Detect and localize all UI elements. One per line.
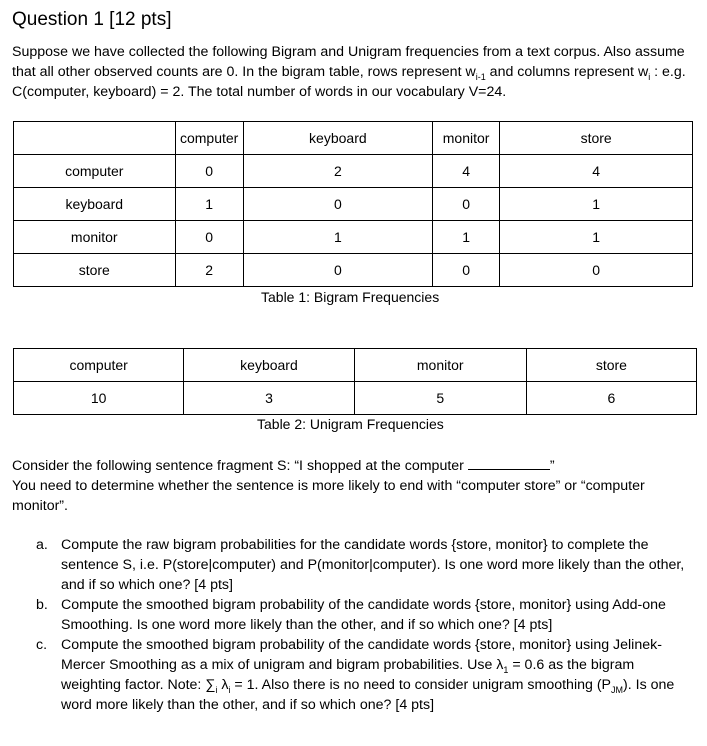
question-text-part: λ xyxy=(217,677,229,693)
bigram-cell: 1 xyxy=(243,221,432,254)
unigram-cell: 10 xyxy=(14,382,184,415)
unigram-value-row xyxy=(14,382,697,415)
unigram-table xyxy=(13,348,697,415)
context-line-1 xyxy=(12,456,702,476)
question-title: Question 1 [12 pts] xyxy=(12,9,172,30)
bigram-cell: 1 xyxy=(432,221,499,254)
unigram-header-cell: store xyxy=(526,349,696,382)
list-item xyxy=(36,595,696,635)
unigram-header-cell: computer xyxy=(14,349,184,382)
bigram-cell: 0 xyxy=(243,254,432,287)
bigram-cell: 1 xyxy=(175,188,243,221)
bigram-cell: 0 xyxy=(175,155,243,188)
bigram-table-caption: Table 1: Bigram Frequencies xyxy=(261,289,440,305)
pjm-subscript: JM xyxy=(611,684,624,695)
bigram-header-row xyxy=(14,122,693,155)
question-text: Compute the smoothed bigram probability of the candidate words {store, monitor} using Add-one Smoothing. Is one word more likely than the other, and if so which one? [4 pts] xyxy=(61,597,666,633)
context-line-2: You need to determine whether the sentence is more likely to end with “computer store” or “computer monitor”. xyxy=(12,478,645,514)
bigram-row-label: computer xyxy=(14,155,176,188)
unigram-header-cell: keyboard xyxy=(184,349,354,382)
unigram-cell: 6 xyxy=(526,382,696,415)
sentence-fragment: Consider the following sentence fragment S: “I shopped at the computer xyxy=(12,458,464,474)
bigram-cell: 0 xyxy=(243,188,432,221)
question-text-part: Compute the smoothed bigram probability of the candidate words {store, monitor} using Jelinek-Mercer Smoothing as a mix of unigram and bigram probabilities. Use λ xyxy=(61,637,662,673)
unigram-header-row xyxy=(14,349,697,382)
bigram-cell: 1 xyxy=(500,188,693,221)
bigram-table xyxy=(13,121,693,287)
bigram-cell: 0 xyxy=(432,188,499,221)
bigram-header-cell: keyboard xyxy=(243,122,432,155)
bigram-cell: 1 xyxy=(500,221,693,254)
bigram-row-label: keyboard xyxy=(14,188,176,221)
intro-text-3: : e.g. C(computer, keyboard) = 2. The total number of words in our vocabulary V=24. xyxy=(12,64,686,100)
lambda-subscript: i xyxy=(228,684,231,695)
bigram-cell: 0 xyxy=(175,221,243,254)
closing-quote: ” xyxy=(549,458,555,474)
question-label: b. xyxy=(36,597,48,613)
question-text-part: = 0.6 as the bigram weighting factor. Note: ∑ xyxy=(61,657,635,693)
bigram-row-label: monitor xyxy=(14,221,176,254)
question-text-part: ). Is one word more likely than the other, and if so which one? [4 pts] xyxy=(61,677,675,713)
bigram-cell: 0 xyxy=(432,254,499,287)
unigram-header-cell: monitor xyxy=(354,349,526,382)
bigram-cell: 4 xyxy=(500,155,693,188)
question-label: a. xyxy=(36,537,48,553)
question-label: c. xyxy=(36,637,48,653)
unigram-table-caption: Table 2: Unigram Frequencies xyxy=(257,416,444,432)
bigram-cell: 2 xyxy=(175,254,243,287)
table-row xyxy=(14,221,693,254)
intro-text-2: and columns represent w xyxy=(485,64,649,80)
list-item xyxy=(36,635,696,715)
fill-in-blank xyxy=(468,457,550,470)
intro-paragraph xyxy=(12,42,702,102)
bigram-cell: 0 xyxy=(500,254,693,287)
subscript-i: i xyxy=(648,71,651,82)
table-row xyxy=(14,155,693,188)
context-paragraph xyxy=(12,456,702,516)
list-item xyxy=(36,535,696,595)
unigram-cell: 5 xyxy=(354,382,526,415)
table-row xyxy=(14,188,693,221)
unigram-cell: 3 xyxy=(184,382,354,415)
bigram-header-cell: computer xyxy=(175,122,243,155)
question-text: Compute the raw bigram probabilities for the candidate words {store, monitor} to complete the sentence S, i.e. P(store|computer) and P(monitor|computer). Is one word more likely than the other, and if so which one? [4 pts] xyxy=(61,537,685,593)
question-text xyxy=(61,635,696,715)
table-row xyxy=(14,254,693,287)
question-text-part: = 1. Also there is no need to consider unigram smoothing (P xyxy=(230,677,612,693)
lambda-subscript: 1 xyxy=(503,664,509,675)
bigram-cell: 4 xyxy=(432,155,499,188)
bigram-cell: 2 xyxy=(243,155,432,188)
bigram-header-corner xyxy=(14,122,176,155)
bigram-header-cell: monitor xyxy=(432,122,499,155)
sum-subscript: i xyxy=(215,684,218,695)
question-list xyxy=(36,535,696,715)
intro-text-1: Suppose we have collected the following Bigram and Unigram frequencies from a text corpus. Also assume that all other observed counts are 0. In the bigram table, rows represent w xyxy=(12,44,685,80)
subscript-i-minus-1: i-1 xyxy=(475,71,486,82)
bigram-header-cell: store xyxy=(500,122,693,155)
bigram-row-label: store xyxy=(14,254,176,287)
